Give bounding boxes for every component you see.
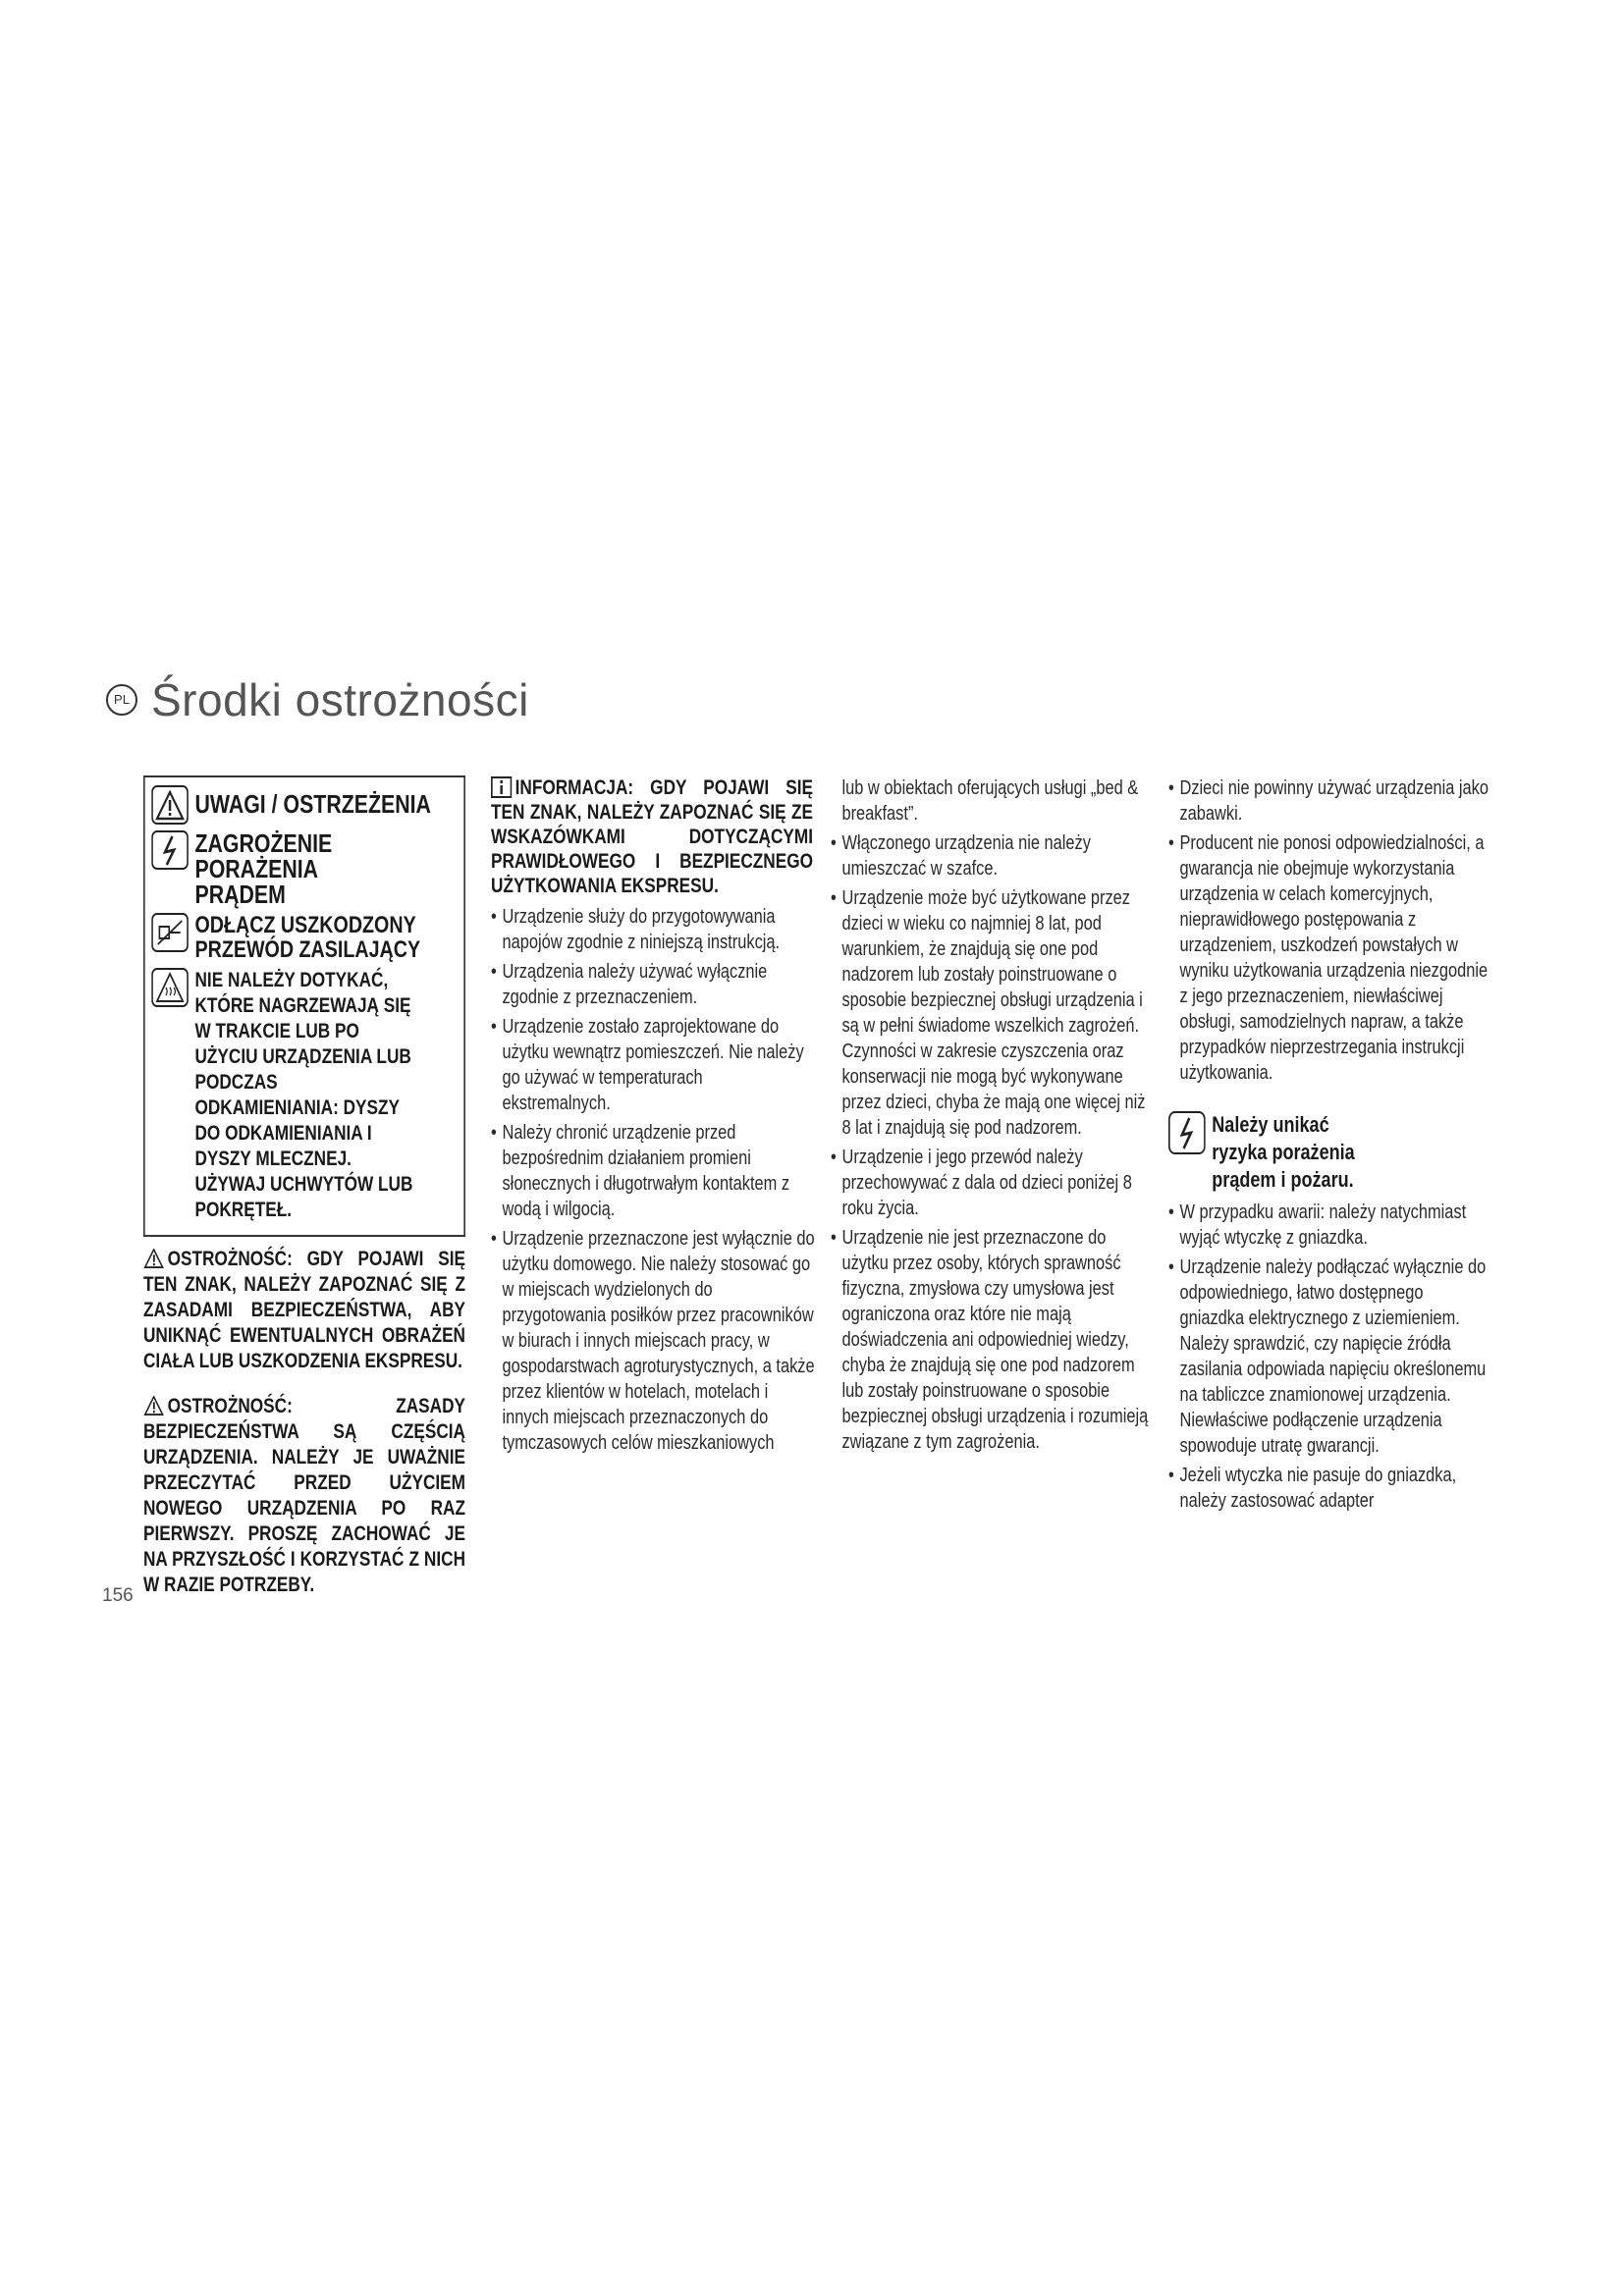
cord-label: ODŁĄCZ USZKODZONY PRZEWÓD ZASILAJĄCY: [194, 912, 421, 963]
info-heading-text: INFORMACJA: GDY POJAWI SIĘ TEN ZNAK, NALEŻY ZAPOZNAĆ SIĘ ZE WSKAZÓWKAMI DOTYCZĄCYMI PRAWIDŁOWEGO I BEZPIECZNEGO UŻYTKOWANIA EKSPRESU.: [491, 776, 813, 897]
page-header: [106, 673, 529, 726]
safety-list: [831, 830, 1155, 1455]
continuation-text: lub w obiektach oferujących usługi „bed & breakfast”.: [841, 777, 1139, 825]
list-item: • Urządzenie należy podłączać wyłącznie do odpowiedniego, łatwo dostępnego gniazdka elektrycznego z uziemieniem. Należy sprawdzić, czy napięcie źródła zasilania odpowiada napięciu określonemu na tabliczce znamionowej urządzenia. Niewłaściwe podłączenie urządzenia spowoduje utratę gwarancji.: [1168, 1255, 1492, 1459]
caution-rules: [143, 1394, 465, 1598]
hot-parts-label: NIE NALEŻY DOTYKAĆ, KTÓRE NAGRZEWAJĄ SIĘ W TRAKCIE LUB PO UŻYCIU URZĄDZENIA LUB PODCZAS ODKAMIENIANIA: DYSZY DO ODKAMIENIANIA I DYSZY MLECZNEJ. UŻYWAJ UCHWYTÓW LUB POKRĘTEŁ.: [194, 969, 413, 1221]
caution-triangle-icon: [143, 1396, 164, 1415]
shock-heading-text: Należy unikać ryzyka porażenia prądem i pożaru.: [1212, 1112, 1355, 1192]
list-item: • Włączonego urządzenia nie należy umieszczać w szafce.: [831, 830, 1155, 881]
shock-label: ZAGROŻENIE PORAŻENIA PRĄDEM: [194, 828, 333, 909]
liability-list: [1168, 775, 1492, 1086]
list-item: • Urządzenie zostało zaprojektowane do użytku wewnątrz pomieszczeń. Nie należy go używać w temperaturach ekstremalnych.: [491, 1014, 815, 1116]
list-item: • Urządzenia należy używać wyłącznie zgodnie z przeznaczeniem.: [491, 959, 815, 1010]
caution-triangle-icon: [143, 1249, 164, 1268]
warning-box: [143, 775, 465, 1237]
electric-shock-icon: [1168, 1111, 1206, 1154]
list-item: • Dzieci nie powinny używać urządzenia jako zabawki.: [1168, 775, 1492, 827]
shock-heading: [1168, 1111, 1492, 1194]
hot-surface-icon: [151, 968, 189, 1007]
list-item: • Producent nie ponosi odpowiedzialności, a gwarancja nie obejmuje wykorzystania urządzenia w celach komercyjnych, nieprawidłowego postępowania z urządzeniem, uszkodzeń powstałych w wyniku użytkowania urządzenia niezgodnie z jego przeznaczeniem, niewłaściwej obsługi, samodzielnych napraw, a także przypadków nieprzestrzegania instrukcji użytkowania.: [1168, 830, 1492, 1086]
usage-list: [491, 904, 815, 1456]
list-item: • Urządzenie nie jest przeznaczone do użytku przez osoby, których sprawność fizyczna, zmysłowa czy umysłowa jest ograniczona oraz które nie mają doświadczenia ani odpowiedniej wiedzy, chyba że znajdują się one pod nadzorem lub zostały poinstruowane o sposobie bezpiecznej obsługi urządzenia i rozumieją związane z tym zagrożenia.: [831, 1225, 1155, 1455]
column-2: [491, 775, 815, 1460]
electric-shock-icon: [151, 830, 189, 870]
list-item: • Należy chronić urządzenie przed bezpośrednim działaniem promieni słonecznych i długotrwałym kontaktem z wodą i wilgocią.: [491, 1120, 815, 1222]
unplug-cord-icon: [151, 913, 189, 952]
list-item: • Urządzenie może być użytkowane przez dzieci w wieku co najmniej 8 lat, pod warunkiem, że znajdują się one pod nadzorem lub zostały poinstruowane o sposobie bezpiecznej obsługi urządzenia i są w pełni świadome wszelkich zagrożeń. Czynności w zakresie czyszczenia oraz konserwacji nie mogą być wykonywane przez dzieci, chyba że mają one więcej niż 8 lat i znajdują się pod nadzorem.: [831, 885, 1155, 1141]
electrical-list: [1168, 1200, 1492, 1514]
page-title: Środki ostrożności: [151, 674, 529, 725]
language-badge: PL: [106, 684, 137, 716]
list-item: • Urządzenie służy do przygotowywania napojów zgodnie z niniejszą instrukcją.: [491, 904, 815, 955]
warnings-label: UWAGI / OSTRZEŻENIA: [194, 789, 431, 819]
list-item: • Urządzenie i jego przewód należy przechowywać z dala od dzieci poniżej 8 roku życia.: [831, 1145, 1155, 1221]
column-1: [143, 775, 473, 1598]
warning-triangle-icon: [151, 785, 189, 825]
info-heading: [491, 775, 813, 898]
caution-signs-text: OSTROŻNOŚĆ: GDY POJAWI SIĘ TEN ZNAK, NALEŻY ZAPOZNAĆ SIĘ Z ZASADAMI BEZPIECZEŃSTWA, ABY UNIKNĄĆ EWENTUALNYCH OBRAŻEŃ CIAŁA LUB USZKODZENIA EKSPRESU.: [143, 1248, 465, 1372]
list-item: • Urządzenie przeznaczone jest wyłącznie do użytku domowego. Nie należy stosować go w miejscach wydzielonych do przygotowania posiłków przez pracowników w biurach i innych miejscach pracy, w gospodarstwach agroturystycznych, a także przez klientów w hotelach, motelach i innych miejscach przeznaczonych do tymczasowych celów mieszkaniowych: [491, 1226, 815, 1456]
info-icon: [491, 776, 512, 798]
column-4: [1168, 775, 1492, 1518]
caution-rules-text: OSTROŻNOŚĆ: ZASADY BEZPIECZEŃSTWA SĄ CZĘŚCIĄ URZĄDZENIA. NALEŻY JE UWAŻNIE PRZECZYTAĆ PRZED UŻYCIEM NOWEGO URZĄDZENIA PO RAZ PIERWSZY. PROSZĘ ZACHOWAĆ JE NA PRZYSZŁOŚĆ I KORZYSTAĆ Z NICH W RAZIE POTRZEBY.: [143, 1395, 465, 1596]
caution-signs: [143, 1247, 465, 1374]
page-number: 156: [102, 1585, 134, 1606]
column-3: [831, 775, 1155, 1459]
list-item: • W przypadku awarii: należy natychmiast wyjąć wtyczkę z gniazdka.: [1168, 1200, 1492, 1251]
list-item: • Jeżeli wtyczka nie pasuje do gniazdka, należy zastosować adapter: [1168, 1463, 1492, 1514]
